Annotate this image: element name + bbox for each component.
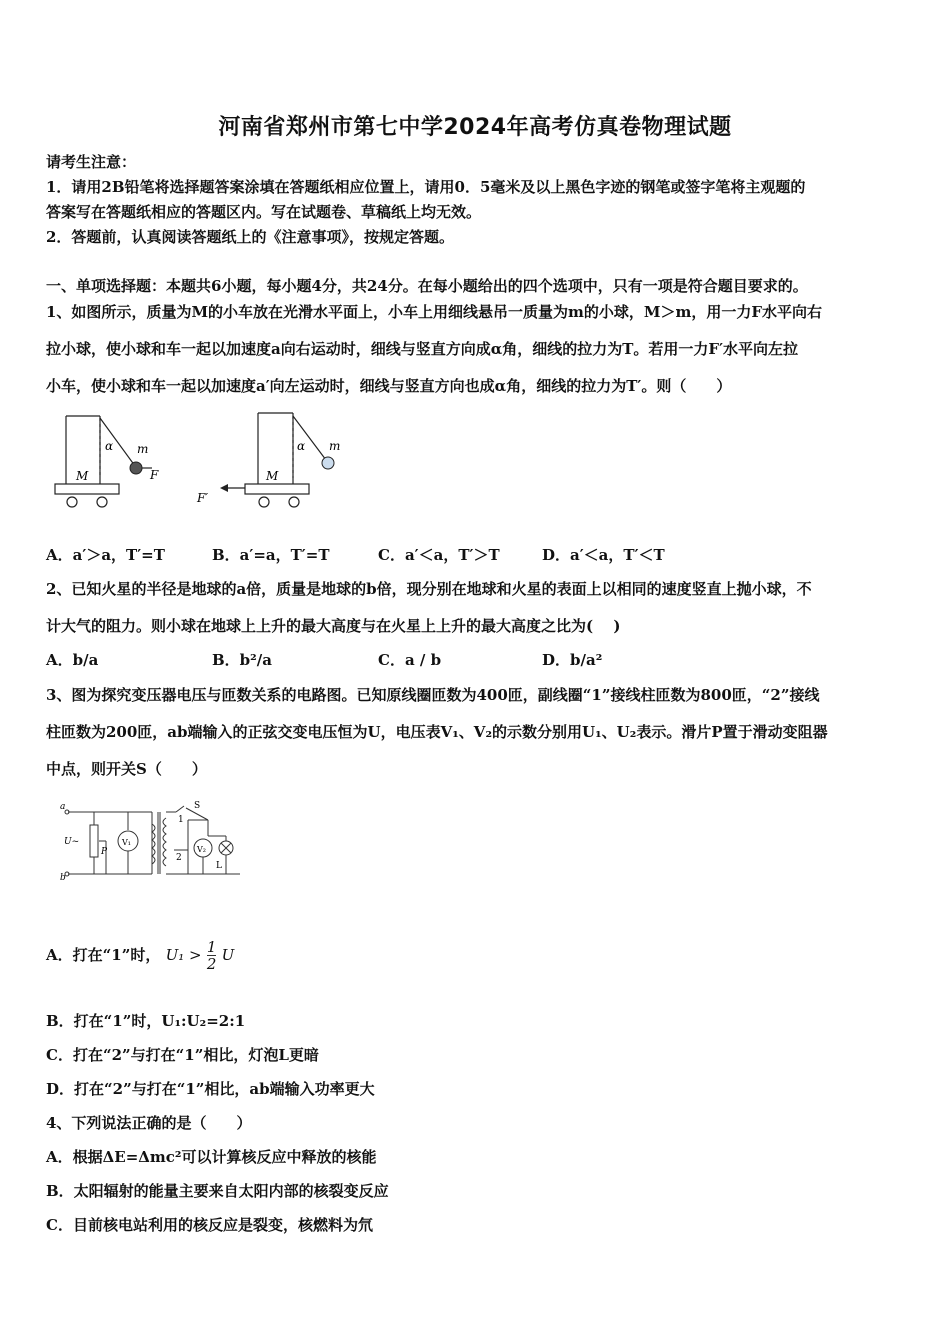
section-heading: 一、单项选择题：本题共6小题，每小题4分，共24分。在每小题给出的四个选项中，只有一项是符合题目要求的。 [46, 277, 808, 295]
alpha-label: α [105, 439, 114, 453]
q2-option-b: B．b²/a [212, 651, 272, 669]
lamp-L-label: L [216, 861, 222, 871]
F-prime-label: F′ [197, 491, 209, 505]
alpha-label-2: α [297, 439, 306, 453]
cart-right-pull-diagram [55, 416, 152, 507]
q2-option-c: C．a / b [378, 651, 442, 669]
q4-stem: 4、下列说法正确的是（ ） [46, 1114, 252, 1132]
q1-option-c: C．a′＜a，T′＞T [378, 546, 500, 564]
q3-option-a-lhs: U₁ > [165, 946, 202, 964]
notice-heading: 请考生注意： [46, 153, 137, 171]
q1-stem-line2: 拉小球，使小球和车一起以加速度a向右运动时，细线与竖直方向成α角，细线的拉力为T。若用一力F′水平向左拉 [46, 340, 799, 358]
q1-stem-line3: 小车，使小球和车一起以加速度a′向左运动时，细线与竖直方向也成α角，细线的拉力为T′。则（ ） [46, 377, 732, 395]
q3-stem-line1: 3、图为探究变压器电压与匝数关系的电路图。已知原线圈匝数为400匝，副线圈“1”接线柱匝数为800匝，“2”接线 [46, 686, 820, 704]
ball-dark [130, 462, 142, 474]
notice-item-1b: 答案写在答题纸相应的答题区内。写在试题卷、草稿纸上均无效。 [46, 203, 482, 221]
voltmeter-2-label: V₂ [197, 845, 206, 854]
q4-option-a: A．根据ΔE=Δmc²可以计算核反应中释放的核能 [46, 1148, 377, 1166]
m-label: m [137, 442, 149, 456]
q3-option-a [46, 932, 234, 977]
q3-stem-line3: 中点，则开关S（ ） [46, 760, 207, 778]
circuit-wires [65, 806, 240, 876]
q2-option-d: D．b/a² [542, 651, 603, 669]
q3-option-b: B．打在“1”时，U₁:U₂=2:1 [46, 1012, 246, 1030]
q1-option-a: A．a′＞a，T′=T [46, 546, 165, 564]
terminal-a-label: a [60, 802, 66, 812]
q4-option-b: B．太阳辐射的能量主要来自太阳内部的核裂变反应 [46, 1182, 389, 1200]
terminal-1-label: 1 [178, 815, 184, 825]
F-label: F [150, 468, 159, 482]
q3-stem-line2: 柱匝数为200匝，ab端输入的正弦交变电压恒为U，电压表V₁、V₂的示数分别用U₁、U₂表示。滑片P置于滑动变阻器 [46, 723, 828, 741]
q1-option-d: D．a′＜a，T′＜T [542, 546, 665, 564]
m-label-2: m [329, 439, 340, 453]
fraction-one-half [207, 939, 217, 972]
q2-option-a: A．b/a [46, 651, 99, 669]
arrow-icon [220, 484, 228, 492]
notice-item-1a: 1．请用2B铅笔将选择题答案涂填在答题纸相应位置上，请用0．5毫米及以上黑色字迹的钢笔或签字笔将主观题的 [46, 178, 806, 196]
switch-S-label: S [194, 801, 201, 811]
q2-stem-line1: 2、已知火星的半径是地球的a倍，质量是地球的b倍，现分别在地球和火星的表面上以相同的速度竖直上抛小球，不 [46, 580, 812, 598]
slider-P-label: P [101, 847, 108, 857]
voltmeter-1-label: V₁ [122, 838, 131, 847]
fraction-numerator: 1 [206, 937, 217, 956]
q3-circuit-figure [58, 798, 248, 882]
q2-stem-line2: 计大气的阻力。则小球在地球上上升的最大高度与在火星上上升的最大高度之比为( ) [46, 617, 621, 635]
notice-item-2: 2．答题前，认真阅读答题纸上的《注意事项》，按规定答题。 [46, 228, 454, 246]
terminal-2-label: 2 [176, 853, 182, 863]
M-label-2: M [266, 469, 279, 483]
q3-option-a-rhs: U [221, 946, 235, 964]
q1-option-b: B．a′=a，T′=T [212, 546, 330, 564]
q3-option-d: D．打在“2”与打在“1”相比，ab端输入功率更大 [46, 1080, 375, 1098]
q3-option-c: C．打在“2”与打在“1”相比，灯泡L更暗 [46, 1046, 319, 1064]
ball-light [322, 457, 334, 469]
page-title: 河南省郑州市第七中学2024年高考仿真卷物理试题 [218, 115, 732, 140]
cart-left-pull-diagram [222, 413, 326, 507]
q3-option-a-prefix: A．打在“1”时， [46, 946, 161, 964]
fraction-denominator: 2 [206, 954, 217, 973]
terminal-b-label: b [60, 873, 66, 882]
q1-cart-figure [50, 408, 340, 520]
M-label: M [76, 469, 89, 483]
q4-option-c: C．目前核电站利用的核反应是裂变，核燃料为氘 [46, 1216, 373, 1234]
q1-stem-line1: 1、如图所示，质量为M的小车放在光滑水平面上，小车上用细线悬吊一质量为m的小球，M＞m，用一力F水平向右 [46, 303, 823, 321]
voltage-U-label: U~ [64, 837, 80, 847]
